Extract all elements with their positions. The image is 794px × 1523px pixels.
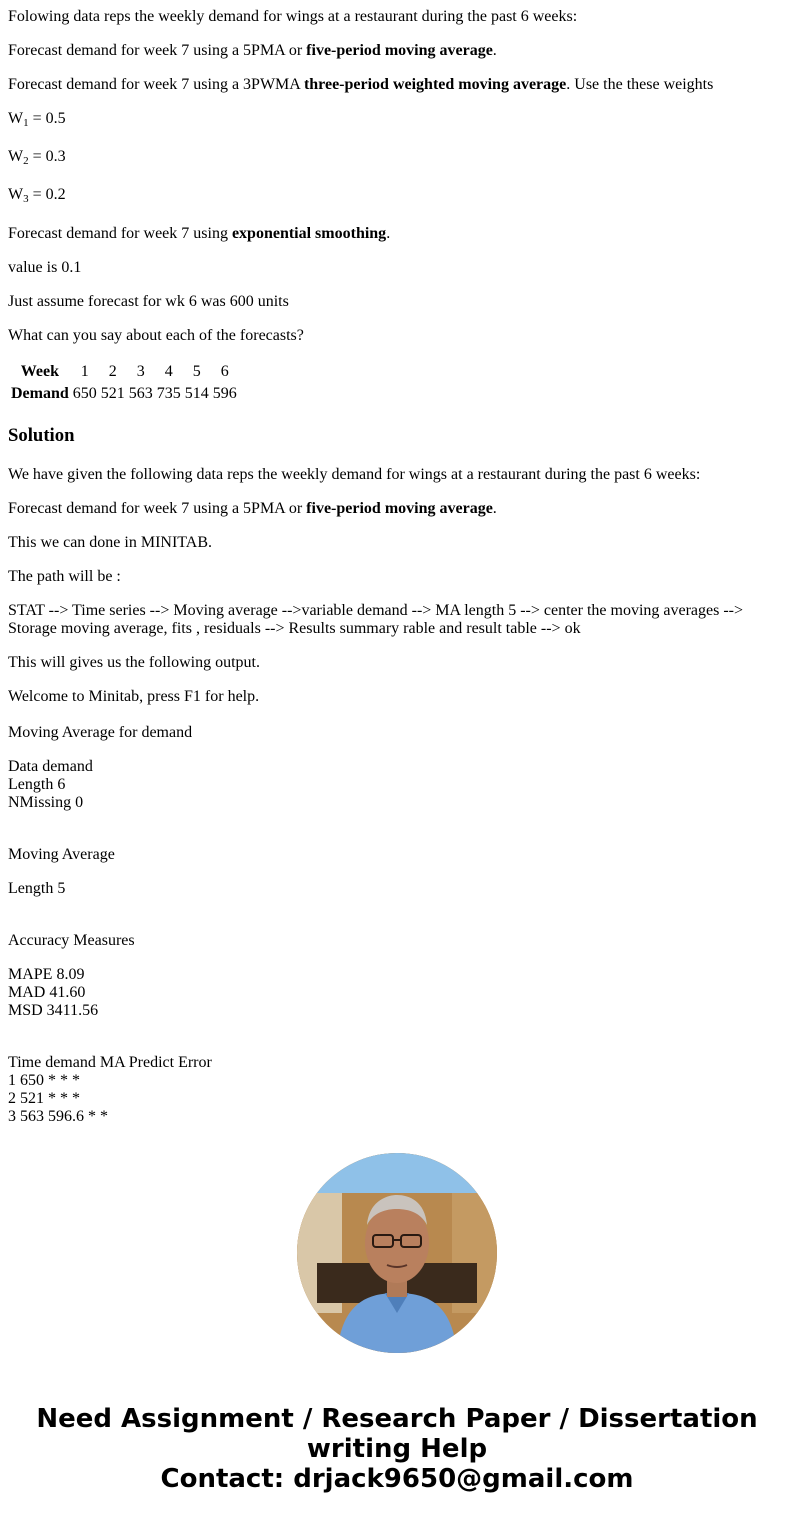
author-avatar <box>297 1153 497 1353</box>
data-summary <box>8 758 93 812</box>
footer-banner <box>0 1404 794 1494</box>
week-cell: 4 <box>164 363 173 380</box>
data-line: Data demand <box>8 758 93 775</box>
demand-cell: 521 <box>100 385 125 402</box>
footer-line-1: Need Assignment / Research Paper / Dissertation <box>36 1404 758 1434</box>
weight-3: $W_3 = 0.2$ <box>8 186 66 205</box>
weight-1: $W_1 = 0.5$ <box>8 110 66 129</box>
demand-cell: 514 <box>184 385 209 402</box>
time-line: 3 563 596.6 * * <box>8 1108 108 1125</box>
solution-path-label: The path will be : <box>8 568 121 585</box>
row-header-week: Week <box>20 363 59 380</box>
solution-intro: We have given the following data reps the weekly demand for wings at a restaurant during the past 6 weeks: <box>8 466 701 483</box>
data-line: Length 6 <box>8 776 66 793</box>
solution-minitab: This we can done in MINITAB. <box>8 534 213 551</box>
footer-contact: Contact: drjack9650@gmail.com <box>160 1464 634 1494</box>
demand-cell: 735 <box>156 385 181 402</box>
accuracy-line: MAD 41.60 <box>8 984 86 1001</box>
question-3: Forecast demand for week 7 using exponential smoothing. <box>8 225 391 242</box>
accuracy-measures <box>8 966 98 1020</box>
time-line: 2 521 * * * <box>8 1090 80 1107</box>
table-row <box>10 384 238 404</box>
demand-table <box>8 360 240 406</box>
ma-length: Length 5 <box>8 880 66 897</box>
ma-for-demand: Moving Average for demand <box>8 724 193 741</box>
question-2: Forecast demand for week 7 using a 3PWMA three-period weighted moving average. Use the these weights <box>8 76 714 93</box>
avatar-portrait-icon <box>297 1153 497 1353</box>
week-cell: 3 <box>136 363 145 380</box>
question-1: Forecast demand for week 7 using a 5PMA or five-period moving average. <box>8 42 497 59</box>
time-table <box>8 1054 212 1126</box>
solution-heading: Solution <box>8 425 75 446</box>
solution-step-1: Forecast demand for week 7 using a 5PMA or five-period moving average. <box>8 500 497 517</box>
accuracy-title: Accuracy Measures <box>8 932 135 949</box>
solution-output-intro: This will gives us the following output. <box>8 654 260 671</box>
footer-line-2: writing Help <box>306 1434 488 1464</box>
demand-cell: 596 <box>212 385 237 402</box>
solution-path: STAT --> Time series --> Moving average -->variable demand --> MA length 5 --> center the moving averages --> Storage moving average, fits , residuals --> Results summary rable and result table --> ok <box>8 602 744 637</box>
assume-text: Just assume forecast for wk 6 was 600 units <box>8 293 289 310</box>
demand-cell: 563 <box>128 385 153 402</box>
ask-text: What can you say about each of the forecasts? <box>8 327 304 344</box>
accuracy-line: MAPE 8.09 <box>8 966 85 983</box>
ma-title: Moving Average <box>8 846 115 863</box>
alpha-text: value is 0.1 <box>8 259 82 276</box>
accuracy-line: MSD 3411.56 <box>8 1002 99 1019</box>
time-line: Time demand MA Predict Error <box>8 1054 212 1071</box>
week-cell: 1 <box>80 363 89 380</box>
time-line: 1 650 * * * <box>8 1072 80 1089</box>
data-line: NMissing 0 <box>8 794 84 811</box>
row-header-demand: Demand <box>11 385 69 402</box>
week-cell: 6 <box>220 363 229 380</box>
minitab-welcome: Welcome to Minitab, press F1 for help. <box>8 688 260 705</box>
table-row <box>10 362 238 382</box>
intro-text: Folowing data reps the weekly demand for wings at a restaurant during the past 6 weeks: <box>8 8 578 25</box>
week-cell: 5 <box>192 363 201 380</box>
demand-cell: 650 <box>72 385 97 402</box>
week-cell: 2 <box>108 363 117 380</box>
weight-2: $W_2 = 0.3$ <box>8 148 66 167</box>
